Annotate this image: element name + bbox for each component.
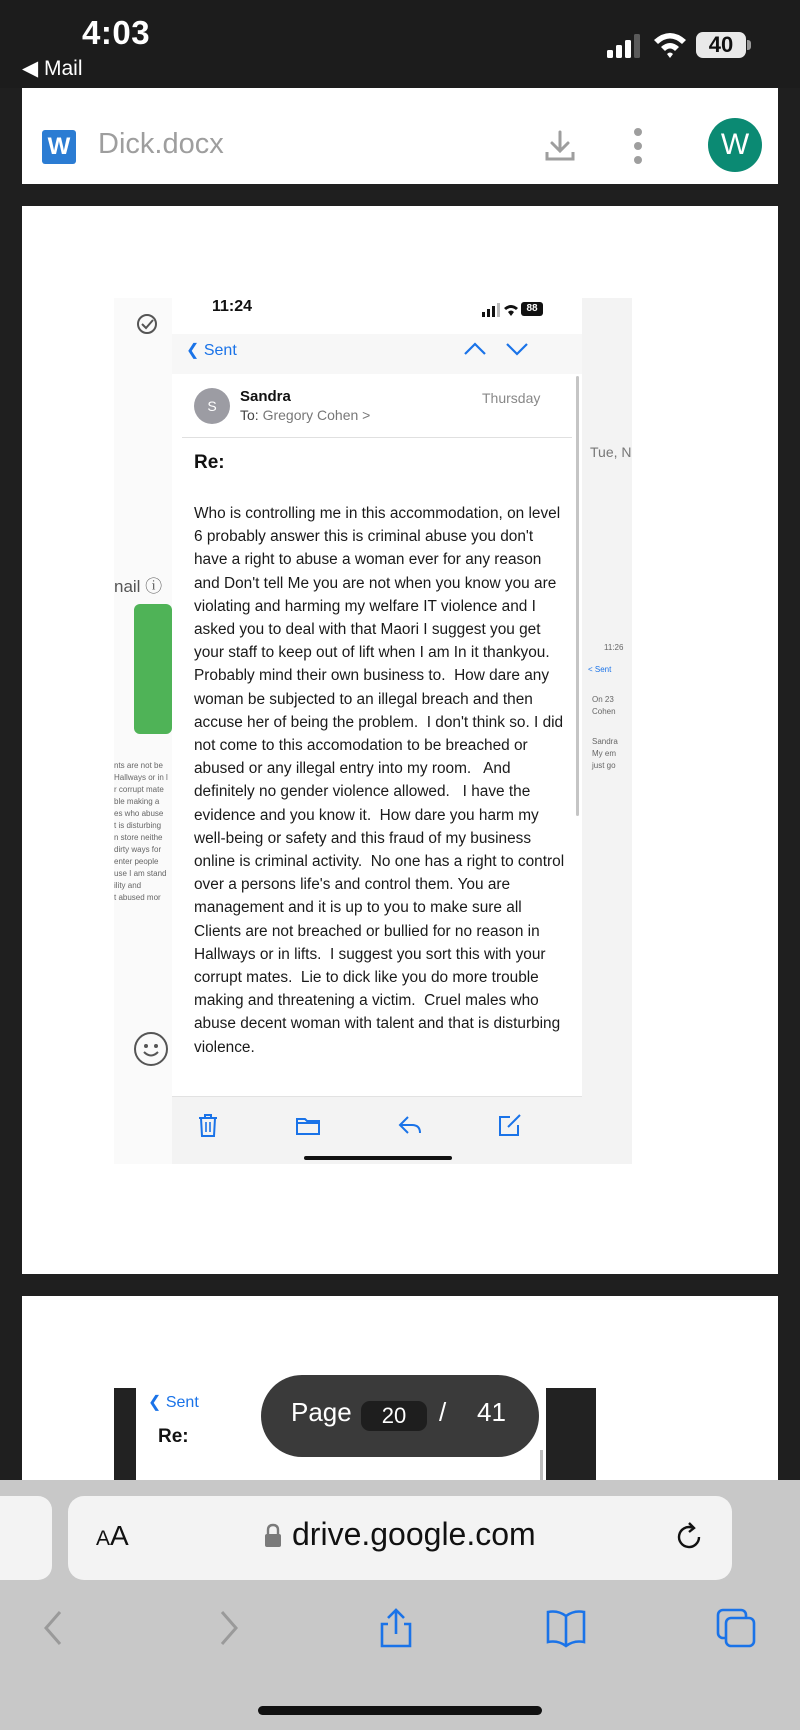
compose-check-icon [136,312,160,336]
background-screenshot-right [582,298,632,1164]
phone-battery: 88 [521,302,543,316]
battery-level: 40 [696,32,746,58]
phone-scrollbar [576,376,579,816]
compose-icon[interactable] [496,1111,524,1139]
home-indicator [258,1706,542,1715]
download-icon[interactable] [542,128,578,164]
email-subject: Re: [194,452,225,473]
battery-tip [747,40,751,50]
background-screenshot-left [114,298,172,1164]
reload-icon[interactable] [672,1520,706,1554]
reader-aa-button[interactable]: AA [96,1520,129,1551]
emoji-icon [132,1030,170,1068]
background-date: Tue, N [590,444,632,460]
lock-icon [264,1522,282,1550]
phone-status-bar [172,298,582,334]
back-icon[interactable] [32,1606,76,1650]
status-time: 4:03 [82,14,151,51]
email-header [182,374,572,438]
email-toolbar [172,1096,582,1164]
current-page-number[interactable]: 20 [361,1401,427,1431]
address-bar[interactable] [68,1496,732,1580]
background-bubble [134,604,172,734]
ios-status-bar [0,0,800,88]
sender-avatar: S [194,388,230,424]
trash-icon[interactable] [194,1111,222,1139]
sent-back-link[interactable]: ❮ Sent [186,342,237,359]
background-sent: < Sent [588,665,612,674]
previous-tab-card[interactable] [0,1496,52,1580]
phone-time: 11:24 [212,298,253,315]
background-snippet: On 23 Cohen Sandra My em just go [592,695,618,770]
email-screenshot [172,298,582,1164]
next-message-icon[interactable] [504,340,530,358]
previous-message-icon[interactable] [462,340,488,358]
email-subject-next: Re: [158,1426,189,1447]
sent-back-link-next: ❮ Sent [148,1394,199,1411]
phone-home-indicator [304,1156,452,1160]
document-page [22,206,778,1274]
cellular-signal-icon [606,34,642,58]
background-text-column: nts are not be Hallways or in l r corrupt mate ble making a es who abuse t is disturbing n store neithe dirty ways for enter people use I am stand ility and t abused mor [114,761,168,902]
safari-toolbar [0,1480,800,1730]
background-label: nail ⓘ [114,577,163,596]
account-avatar[interactable]: W [708,118,762,172]
total-pages: 41 [477,1397,506,1427]
folder-icon[interactable] [294,1111,322,1139]
embedded-screenshot [114,298,632,1164]
document-title: Dick.docx [98,128,224,160]
back-to-mail-link[interactable]: ◀ Mail [22,57,83,80]
wifi-icon [652,30,688,60]
sender-name: Sandra [240,388,291,405]
email-body: Who is controlling me in this accommodation, on level 6 probably answer this is criminal abuse you don't have a right to abuse a woman ever for any reason and Don't tell Me you are not when you know you are violating and harming my welfare IT violence and I asked you to deal with that Maori I suggest you get your staff to keep out of lift when I am In it thankyou. Probably mind their own business to. How dare any woman be subjected to an illegal breach and then accuse her of being the problem. I don't think so. I did not come to this accomodation to be breached or abused or any illegal entry into my room. And definitely no gender violence allowed. I have the evidence and you know it. How dare you harm my well-being or safety and this fraud of my business online is criminal activity. No one has a right to control over a persons life's and control them. You are management and it is up to you to make sure all Clients are not breached or bullied for no reason in Hallways or in lifts. I suggest you sort this with your corrupt mates. Lie to dick like you do more trouble making and threatening a victim. Cruel males who abuse decent woman with talent and that is disturbing violence. [194,505,565,1056]
page-label: Page [291,1397,352,1427]
bookmarks-icon[interactable] [544,1606,588,1650]
page-separator: / [439,1397,447,1427]
drive-viewer-header [22,88,778,184]
page-indicator[interactable] [261,1375,539,1457]
background-time: 11:26 [604,643,624,652]
share-icon[interactable] [374,1606,418,1650]
email-date: Thursday [482,390,541,406]
reply-icon[interactable] [396,1111,424,1139]
recipient-line: To: Gregory Cohen > [240,407,371,423]
url-text[interactable]: drive.google.com [292,1516,536,1552]
word-file-icon: W [42,130,76,164]
more-vert-icon[interactable] [632,126,644,166]
forward-icon[interactable] [206,1606,250,1650]
tabs-icon[interactable] [714,1606,758,1650]
